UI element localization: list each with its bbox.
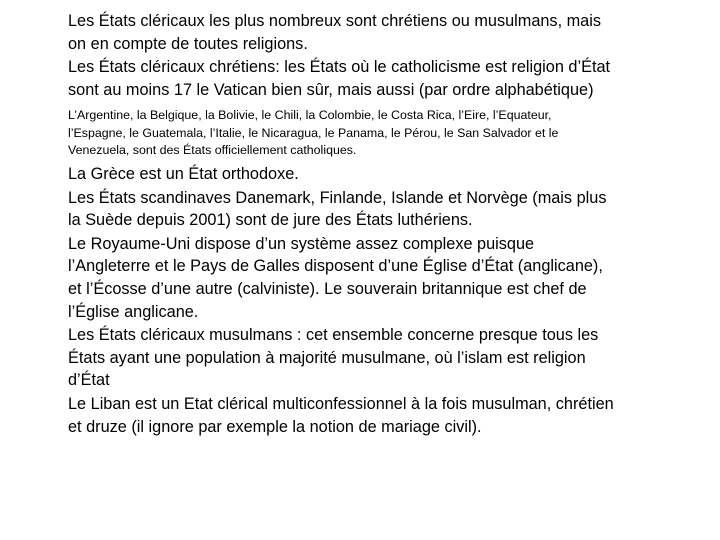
- paragraph-lebanon: Le Liban est un Etat clérical multiconfessionnel à la fois musulman, chrétien et druze (il ignore par exemple la notion de mariage civil).: [68, 394, 614, 436]
- paragraph-clerical-states-intro: Les États cléricaux les plus nombreux sont chrétiens ou musulmans, mais on en compte de toutes religions.: [68, 12, 601, 53]
- paragraph-catholic-countries-list: L’Argentine, la Belgique, la Bolivie, le Chili, la Colombie, le Costa Rica, l’Eire, l’Equateur, l’Espagne, le Guatemala, l’Italie, le Nicaragua, le Panama, le Pérou, le San Salvador et le Venezuela, sont des États officiellement catholiques.: [68, 108, 559, 157]
- slide-text-body: [68, 10, 678, 438]
- paragraph-muslim-states: Les États cléricaux musulmans : cet ensemble concerne presque tous les États ayant une population à majorité musulmane, où l’islam est religion d’État: [68, 326, 599, 390]
- paragraph-greece-orthodox: La Grèce est un État orthodoxe.: [68, 164, 299, 183]
- paragraph-christian-states: Les États cléricaux chrétiens: les États où le catholicisme est religion d’État sont au moins 17 le Vatican bien sûr, mais aussi (par ordre alphabétique): [68, 58, 611, 99]
- paragraph-united-kingdom: Le Royaume-Uni dispose d’un système assez complexe puisque l’Angleterre et le Pays de Galles disposent d’une Église d’État (anglicane), et l’Écosse d’une autre (calviniste). Le souverain britannique est chef de l’Église anglicane.: [68, 234, 603, 321]
- paragraph-scandinavian-states: Les États scandinaves Danemark, Finlande, Islande et Norvège (mais plus la Suède depuis 2001) sont de jure des États luthériens.: [68, 188, 607, 230]
